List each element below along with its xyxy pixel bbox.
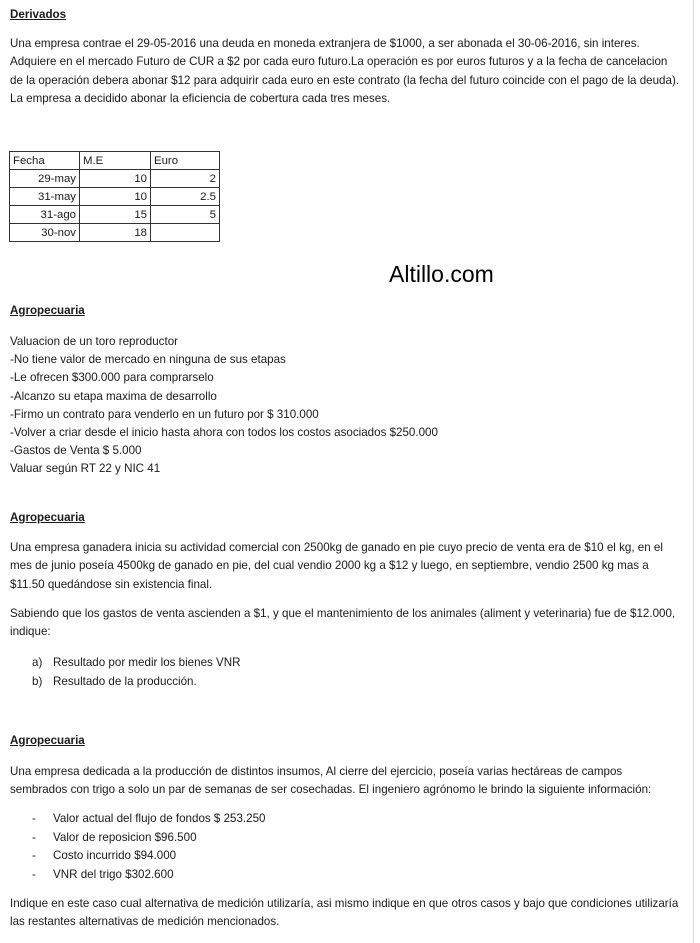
list-item-text: Valor actual del flujo de fondos $ 253.250 [53, 812, 266, 825]
list-marker: - [32, 812, 36, 825]
agro2-paragraph-2: Sabiendo que los gastos de venta ascienden a $1, y que el mantenimiento de los animales (aliment y veterinaria) fue de $12.000, indique: [10, 607, 676, 639]
agro2-list [32, 654, 241, 691]
agro3-list [32, 810, 266, 884]
table-cell: 5 [151, 206, 220, 224]
list-item-text: Costo incurrido $94.000 [53, 849, 177, 863]
text-line: -Volver a criar desde el inicio hasta ahora con todos los costos asociados $250.000 [10, 426, 438, 440]
list-marker: - [32, 849, 36, 863]
list-item-text: Resultado por medir los bienes VNR [53, 656, 241, 669]
list-item [32, 847, 266, 866]
agro1-lines [10, 333, 682, 479]
table-cell: 30-nov [10, 224, 80, 242]
table-header-cell: Euro [151, 152, 220, 170]
watermark: Altillo.com [389, 261, 494, 287]
derivados-table [9, 151, 220, 242]
agro3-paragraph-2: Indique en este caso cual alternativa de medición utilizaría, asi mismo indique en que otros casos y bajo que condiciones utilizaría las restantes alternativas de medición mencionados. [10, 897, 679, 929]
agro1-heading: Agropecuaria [10, 304, 85, 317]
table-cell: 18 [80, 224, 151, 242]
table-cell [151, 224, 220, 242]
list-marker: a) [32, 656, 43, 669]
text-line: -Firmo un contrato para venderlo en un futuro por $ 310.000 [10, 407, 319, 421]
list-item-text: VNR del trigo $302.600 [53, 867, 174, 881]
list-item [32, 673, 241, 692]
list-marker: b) [32, 674, 43, 688]
agro2-heading: Agropecuaria [10, 511, 85, 524]
table-header-row [10, 152, 220, 170]
list-item-text: Valor de reposicion $96.500 [53, 830, 197, 844]
table-row [10, 206, 220, 224]
list-item-text: Resultado de la producción. [53, 674, 197, 688]
table-cell: 15 [80, 206, 151, 224]
table-cell: 2 [151, 170, 220, 188]
text-line: Valuar según RT 22 y NIC 41 [10, 462, 161, 476]
list-marker: - [32, 867, 36, 881]
table-cell: 31-may [10, 188, 80, 206]
text-line: -Alcanzo su etapa maxima de desarrollo [10, 389, 217, 403]
derivados-heading: Derivados [10, 8, 67, 21]
table-row [10, 188, 220, 206]
agro2-paragraph-1: Una empresa ganadera inicia su actividad comercial con 2500kg de ganado en pie cuyo precio de venta era de $10 el kg, en el mes de junio poseía 4500kg de ganado en pie, del cual vendio 2000 kg a $12 y luego, en septiembre, vendio 2500 kg mas a $11.50 quedándose sin existencia final. [10, 541, 663, 591]
list-item [32, 829, 266, 848]
list-marker: - [32, 830, 36, 844]
derivados-paragraph: Una empresa contrae el 29-05-2016 una deuda en moneda extranjera de $1000, a ser abonada el 30-06-2016, sin interes. Adquiere en el mercado Futuro de CUR a $2 por cada euro futuro.La operación es por euros futuros y a la fecha de cancelacion de la operación debera abonar $12 para adquirir cada euro en este contrato (la fecha del futuro coincide con el pago de la deuda). La empresa a decidido abonar la eficiencia de cobertura cada tres meses. [10, 37, 680, 106]
list-item [32, 866, 266, 885]
text-line: -Le ofrecen $300.000 para comprarselo [10, 371, 214, 385]
table-cell: 2.5 [151, 188, 220, 206]
page-edge-divider [693, 0, 694, 943]
table-cell: 10 [80, 188, 151, 206]
table-row [10, 224, 220, 242]
text-line: -Gastos de Venta $ 5.000 [10, 444, 142, 458]
table-header-cell: Fecha [10, 152, 80, 170]
agro3-heading: Agropecuaria [10, 734, 85, 747]
text-line: -No tiene valor de mercado en ninguna de sus etapas [10, 353, 286, 367]
list-item [32, 810, 266, 829]
table-cell: 10 [80, 170, 151, 188]
text-line: Valuacion de un toro reproductor [10, 335, 179, 348]
agro3-paragraph-1: Una empresa dedicada a la producción de distintos insumos, Al cierre del ejercicio, poseía varias hectáreas de campos sembrados con trigo a solo un par de semanas de ser cosechadas. El ingeniero agrónomo le brindo la siguiente información: [10, 765, 652, 797]
list-item [32, 654, 241, 673]
table-header-cell: M.E [80, 152, 151, 170]
table-cell: 29-may [10, 170, 80, 188]
table-row [10, 170, 220, 188]
table-cell: 31-ago [10, 206, 80, 224]
